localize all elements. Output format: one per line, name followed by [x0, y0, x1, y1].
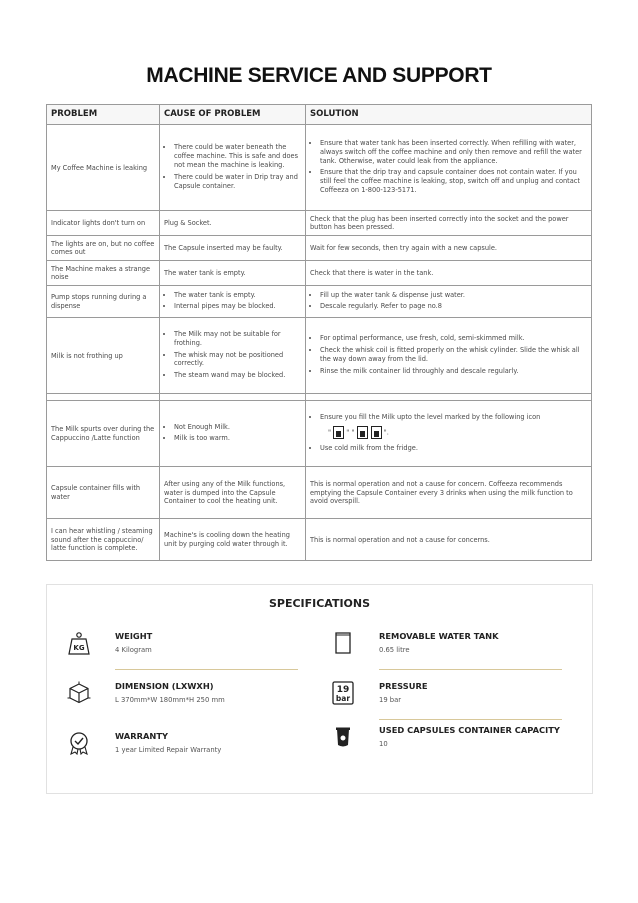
service-table — [46, 104, 592, 561]
solution-cell — [306, 125, 592, 211]
pressure-value: 19 bar — [379, 696, 402, 704]
cause-item: • Not Enough Milk. — [174, 423, 301, 432]
problem-cell: Indicator lights don't turn on — [47, 211, 160, 236]
table-row — [47, 519, 592, 561]
warranty-badge-icon — [67, 731, 91, 755]
cup-icon — [371, 426, 382, 439]
warranty-label: WARRANTY — [115, 731, 169, 741]
icon-quote-open: " — [328, 428, 332, 437]
solution-cell: This is normal operation and not a cause for concern. Coffeeza recommends emptying the Capsule Container every 3 drinks when using the milk function to avoid overspill. — [306, 467, 592, 519]
table-row — [47, 125, 592, 211]
cup-icon — [357, 426, 368, 439]
weight-badge: KG — [73, 644, 85, 652]
solution-item: • For optimal performance, use fresh, cold, semi-skimmed milk. — [320, 334, 587, 343]
solution-cell: Wait for few seconds, then try again with a new capsule. — [306, 236, 592, 261]
table-row — [47, 261, 592, 286]
solution-item: • Use cold milk from the fridge. — [320, 444, 587, 453]
solution-cell: Check that there is water in the tank. — [306, 261, 592, 286]
solution-cell: This is normal operation and not a cause for concerns. — [306, 519, 592, 561]
capsule-container-icon — [331, 725, 355, 749]
problem-cell: My Coffee Machine is leaking — [47, 125, 160, 211]
cause-cell: Plug & Socket. — [160, 211, 306, 236]
pressure-badge-icon — [331, 681, 355, 705]
cause-item: • Internal pipes may be blocked. — [174, 302, 301, 311]
weight-value: 4 Kilogram — [115, 646, 152, 654]
solution-cell: Check that the plug has been inserted correctly into the socket and the power button has been pressed. — [306, 211, 592, 236]
table-row — [47, 236, 592, 261]
cause-item: • The Milk may not be suitable for frothing. — [174, 330, 301, 348]
icon-quote-close: ". — [383, 428, 389, 437]
solution-item: • Ensure that the drip tray and capsule container does not contain water. If you still feel the coffee machine is leaking, stop, switch off and unplug and contact Coffeeza on 1-800-123-5171. — [320, 168, 587, 195]
table-row — [47, 211, 592, 236]
warranty-value: 1 year Limited Repair Warranty — [115, 746, 222, 754]
solution-item: • Check the whisk coil is fitted properly on the whisk cylinder. Slide the whisk all the way down away from the lid. — [320, 346, 587, 364]
header-cause: CAUSE OF PROBLEM — [160, 105, 306, 125]
cause-cell: Machine's is cooling down the heating unit by purging cold water through it. — [160, 519, 306, 561]
cause-item: • There could be water in Drip tray and Capsule container. — [174, 173, 301, 191]
cause-item: • The water tank is empty. — [174, 291, 301, 300]
problem-cell: I can hear whistling / steaming sound after the cappuccino/ latte function is complete. — [47, 519, 160, 561]
solution-item: • Rinse the milk container lid throughly and descale regularly. — [320, 367, 587, 376]
cause-cell — [160, 318, 306, 394]
pressure-badge-unit: bar — [335, 694, 351, 703]
cause-item: • Milk is too warm. — [174, 434, 301, 443]
weight-label: WEIGHT — [115, 631, 153, 641]
divider — [115, 669, 298, 670]
problem-cell: The lights are on, but no coffee comes out — [47, 236, 160, 261]
pressure-badge-number: 19 — [336, 685, 350, 695]
page-title: MACHINE SERVICE AND SUPPORT — [146, 64, 492, 87]
solution-item: • Descale regularly. Refer to page no.8 — [320, 302, 587, 311]
cup-icon — [333, 426, 344, 439]
problem-cell: Milk is not frothing up — [47, 318, 160, 394]
solution-cell — [306, 401, 592, 467]
icon-quote-sep: " " — [346, 428, 355, 437]
problem-cell: Pump stops running during a dispense — [47, 286, 160, 318]
water-tank-icon — [331, 631, 355, 655]
cube-icon — [67, 681, 91, 705]
table-row — [47, 467, 592, 519]
solution-text: Ensure you fill the Milk upto the level marked by the following icon — [320, 413, 541, 422]
cause-cell: After using any of the Milk functions, water is dumped into the Capsule Container to cool the heating unit. — [160, 467, 306, 519]
cause-item: • There could be water beneath the coffee machine. This is safe and does not mean the machine is leaking. — [174, 143, 301, 170]
table-row — [47, 401, 592, 467]
problem-cell: The Machine makes a strange noise — [47, 261, 160, 286]
table-row — [47, 286, 592, 318]
dimension-value: L 370mm*W 180mm*H 250 mm — [115, 696, 225, 704]
milk-level-icons — [357, 426, 382, 439]
dimension-label: DIMENSION (LXWXH) — [115, 681, 214, 691]
cause-cell: The water tank is empty. — [160, 261, 306, 286]
weight-icon — [67, 631, 91, 655]
solution-cell — [306, 286, 592, 318]
cause-cell — [160, 401, 306, 467]
cause-item: • The steam wand may be blocked. — [174, 371, 301, 380]
water-tank-value: 0.65 litre — [379, 646, 410, 654]
milk-level-icon — [333, 426, 344, 439]
solution-cell — [306, 318, 592, 394]
capsules-label: USED CAPSULES CONTAINER CAPACITY — [379, 725, 560, 735]
specifications-title: SPECIFICATIONS — [268, 597, 371, 610]
header-solution: SOLUTION — [306, 105, 592, 125]
cause-cell — [160, 125, 306, 211]
pressure-label: PRESSURE — [379, 681, 428, 691]
divider — [379, 719, 562, 720]
table-spacer — [47, 394, 592, 401]
solution-item — [320, 413, 587, 441]
cause-cell — [160, 286, 306, 318]
table-header-row — [47, 105, 592, 125]
water-tank-label: REMOVABLE WATER TANK — [379, 631, 499, 641]
capsules-value: 10 — [379, 740, 388, 748]
solution-item: • Fill up the water tank & dispense just water. — [320, 291, 587, 300]
cause-item: • The whisk may not be positioned correctly. — [174, 351, 301, 369]
specifications-panel — [46, 584, 593, 794]
cause-cell: The Capsule inserted may be faulty. — [160, 236, 306, 261]
problem-cell: The Milk spurts over during the Cappuccino /Latte function — [47, 401, 160, 467]
header-problem: PROBLEM — [47, 105, 160, 125]
table-row — [47, 318, 592, 394]
divider — [379, 669, 562, 670]
solution-item: • Ensure that water tank has been inserted correctly. When refilling with water, always switch off the coffee machine and only then remove and refill the water tank. Otherwise, water could leak from the appliance. — [320, 139, 587, 166]
problem-cell: Capsule container fills with water — [47, 467, 160, 519]
